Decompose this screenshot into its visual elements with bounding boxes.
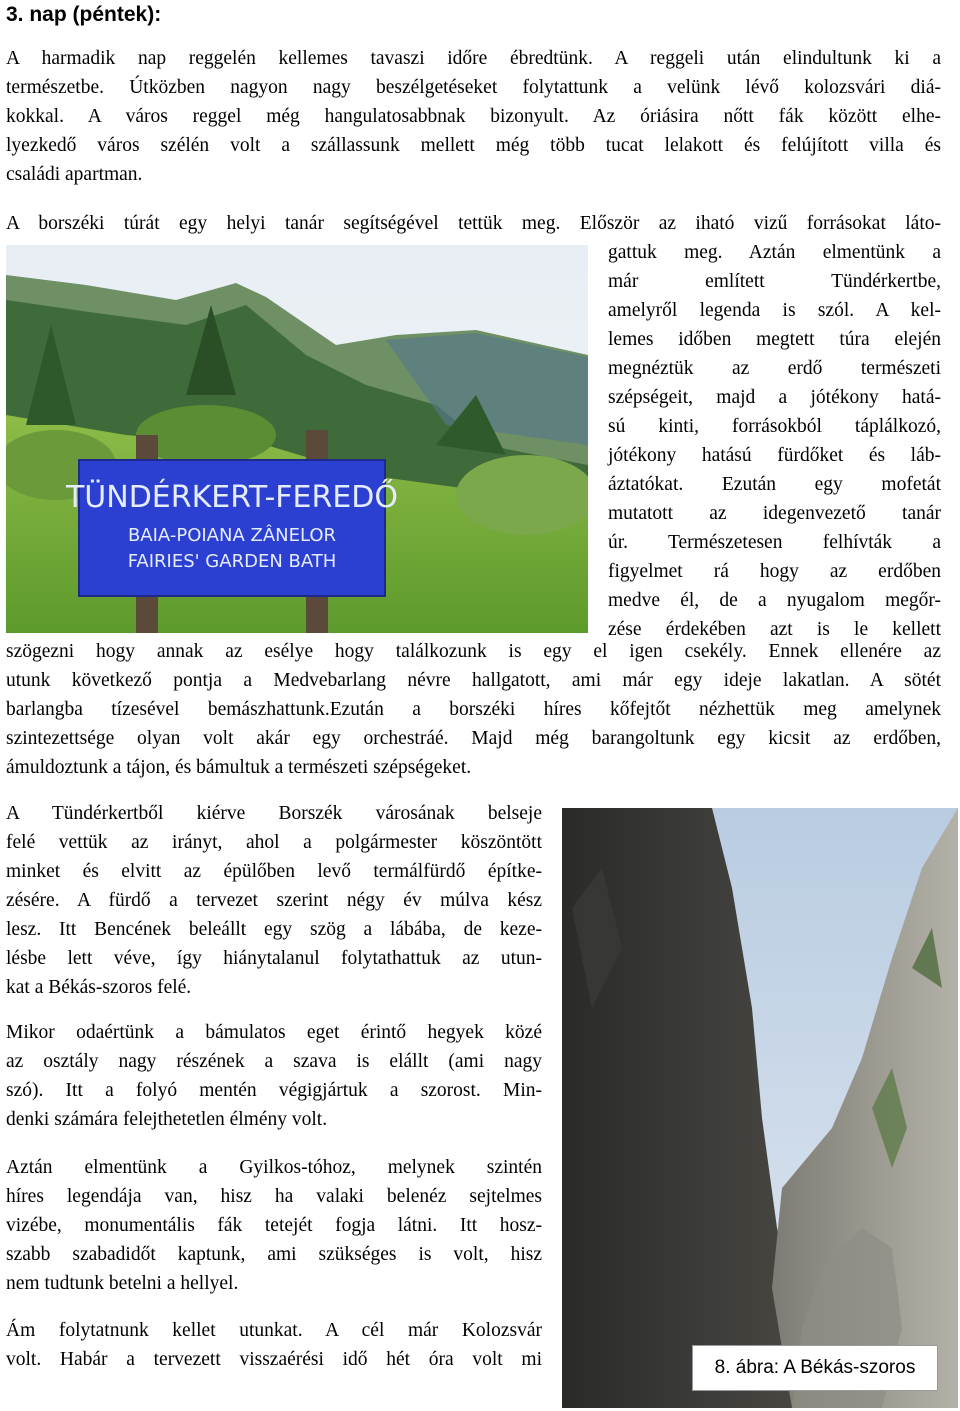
text-line: az osztály nagy részének a szava is elállt (ami nagy (6, 1051, 542, 1072)
text-line: Ám folytatnunk kellet utunkat. A cél már Kolozsvár (6, 1320, 542, 1341)
text-line: vizébe, monumentális fák tetejét fogja látni. Itt hosz- (6, 1215, 542, 1236)
text-line: mutatott az idegenvezető tanár (608, 503, 941, 524)
text-line: kat a Békás-szoros felé. (6, 977, 192, 998)
fairy-garden-sign-photo (6, 245, 588, 633)
text-line: sú kinti, forrásokból táplálkozó, (608, 416, 941, 437)
text-line: medve él, de a nyugalom megőr- (608, 590, 941, 611)
text-line: Mikor odaértünk a bámulatos eget érintő hegyek közé (6, 1022, 542, 1043)
text-line: denki számára felejthetetlen élmény volt. (6, 1109, 328, 1130)
text-line: kokkal. A város reggel még hangulatosabbnak bizonyult. Az óriásira nőtt fák között elhe- (6, 106, 941, 127)
paragraph-borszek-bottom (6, 637, 941, 782)
text-line: A harmadik nap reggelén kellemes tavaszi időre ébredtünk. A reggeli után elindultunk ki a (6, 48, 941, 69)
text-line: amelyről legenda is szól. A kel- (608, 300, 941, 321)
day-heading: 3. nap (péntek): (6, 3, 162, 26)
text-line: Aztán elmentünk a Gyilkos-tóhoz, melynek szintén (6, 1157, 542, 1178)
text-line: ámuldoztunk a tájon, és bámultuk a természeti szépségeket. (6, 757, 472, 778)
text-line: szépségeit, majd a jótékony hatá- (608, 387, 941, 408)
text-line: áztatókat. Ezután egy mofetát (608, 474, 941, 495)
paragraph-gorge (6, 1018, 542, 1134)
text-line: megnéztük az erdő természeti (608, 358, 941, 379)
paragraph-town-visit (6, 799, 542, 1002)
text-line: figyelmet rá hogy az erdőben (608, 561, 941, 582)
text-line: A Tündérkertből kiérve Borszék városának belseje (6, 803, 542, 824)
sign-line1: TÜNDÉRKERT-FEREDŐ (65, 480, 399, 515)
text-line: lesz. Itt Bencének beleállt egy szög a lábába, de keze- (6, 919, 542, 940)
text-line: jótékony hatású fürdőket és láb- (608, 445, 941, 466)
text-line: családi apartman. (6, 164, 143, 185)
text-line: híres legendája van, hisz ha valaki belenéz sejtelmes (6, 1186, 542, 1207)
text-line: utunk következő pontja a Medvebarlang névre hallgatott, ami már egy ideje lakatlan. A sötét (6, 670, 941, 691)
text-line: lyezkedő város szélén volt a szállassunk mellett még több tucat lelakott és felújított villa és (6, 135, 941, 156)
paragraph-return (6, 1316, 542, 1374)
text-line: természetbe. Útközben nagyon nagy beszélgetéseket folytattunk a velünk lévő kolozsvári diá- (6, 77, 941, 98)
text-line: zésére. A fürdő a tervezet szerint négy év múlva kész (6, 890, 542, 911)
bekas-gorge-photo-image (562, 808, 958, 1408)
bekas-gorge-photo (562, 808, 958, 1408)
paragraph-borszek-side (608, 238, 941, 644)
sign-line2: BAIA-POIANA ZÂNELOR (127, 525, 337, 546)
paragraph-red-lake (6, 1153, 542, 1298)
text-line: szó). Itt a folyó mentén végigjártuk a szorost. Min- (6, 1080, 542, 1101)
figure-caption: 8. ábra: A Békás-szoros (692, 1345, 938, 1391)
text-line: volt. Habár a tervezett visszaérési idő hét óra volt mi (6, 1349, 542, 1370)
text-line: úr. Természetesen felhívták a (608, 532, 941, 553)
text-line: lésbe lett véve, így hiánytalanul folytathattuk az utun- (6, 948, 542, 969)
text-line: nem tudtunk betelni a hellyel. (6, 1273, 239, 1294)
text-line: már említett Tündérkertbe, (608, 271, 941, 292)
text-line: gattuk meg. Aztán elmentünk a (608, 242, 941, 263)
text-line: felé vettük az irányt, ahol a polgármester köszöntött (6, 832, 542, 853)
text-line: szintezettsége olyan volt akár egy orchestráé. Majd még barangoltunk egy kicsit az erdőben, (6, 728, 941, 749)
paragraph-morning (6, 44, 941, 189)
text-line: minket és elvitt az épülőben levő termálfürdő építke- (6, 861, 542, 882)
paragraph-borszek-top (6, 209, 941, 238)
text-line: szögezni hogy annak az esélye hogy találkozunk is egy el igen csekély. Ennek ellenére az (6, 641, 941, 662)
text-line: barlangba tízesével bemászhattunk.Ezután a borszéki híres kőfejtőt nézhettük meg amelynek (6, 699, 941, 720)
sign-line3: FAIRIES' GARDEN BATH (127, 551, 337, 572)
text-line: A borszéki túrát egy helyi tanár segítségével tettük meg. Először az iható vizű forrásokat láto- (6, 213, 941, 234)
text-line: lemes időben megtett túra elején (608, 329, 941, 350)
text-line: szabb szabadidőt kaptunk, ami szükséges is volt, hisz (6, 1244, 542, 1265)
fairy-garden-photo-image (6, 245, 588, 633)
text-line: zése érdekében azt is le kellett (608, 619, 941, 640)
